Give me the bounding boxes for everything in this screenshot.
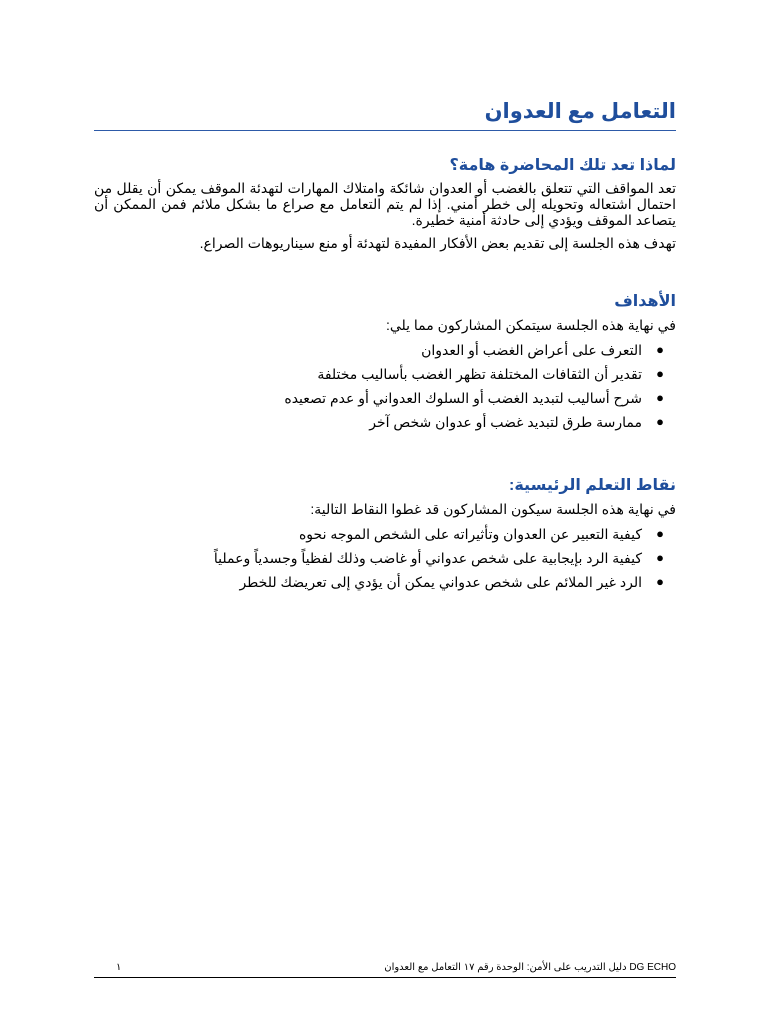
- objectives-list: [94, 338, 676, 434]
- section-why-important: [94, 154, 676, 251]
- list-item: [94, 386, 664, 410]
- list-item-text: كيفية التعبير عن العدوان وتأثيراته على الشخص الموجه نحوه: [298, 526, 642, 542]
- list-item: [94, 410, 664, 434]
- section-key-learning-points: [94, 474, 676, 594]
- list-item: [94, 338, 664, 362]
- section-objectives: [94, 290, 676, 434]
- bullet-icon: ●: [656, 390, 664, 405]
- section-heading-key-points: نقاط التعلم الرئيسية:: [509, 477, 676, 494]
- list-item: [94, 546, 664, 570]
- bullet-icon: ●: [656, 526, 664, 541]
- section-heading-why: لماذا تعد تلك المحاضرة هامة؟: [449, 157, 676, 174]
- bullet-icon: ●: [656, 550, 664, 565]
- list-item: [94, 570, 664, 594]
- list-item: [94, 362, 664, 386]
- document-title: التعامل مع العدوان: [484, 100, 676, 123]
- objectives-intro: في نهاية هذه الجلسة سيتمكن المشاركون مما يلي:: [385, 317, 676, 333]
- bullet-icon: ●: [656, 414, 664, 429]
- list-item-text: التعرف على أعراض الغضب أو العدوان: [421, 342, 642, 358]
- list-item-text: الرد غير الملائم على شخص عدواني يمكن أن يؤدي إلى تعريضك للخطر: [239, 574, 642, 590]
- list-item: [94, 522, 664, 546]
- title-underline: [94, 130, 676, 131]
- list-item-text: شرح أساليب لتبديد الغضب أو السلوك العدواني أو عدم تصعيده: [284, 390, 642, 406]
- list-item-text: ممارسة طرق لتبديد غضب أو عدوان شخص آخر: [369, 414, 642, 430]
- bullet-icon: ●: [656, 366, 664, 381]
- list-item-text: كيفية الرد بإيجابية على شخص عدواني أو غاضب وذلك لفظياً وجسدياً وعملياً: [213, 550, 642, 566]
- paragraph-why-2: تهدف هذه الجلسة إلى تقديم بعض الأفكار المفيدة لتهدئة أو منع سيناريوهات الصراع.: [199, 235, 676, 251]
- bullet-icon: ●: [656, 574, 664, 589]
- bullet-icon: ●: [656, 342, 664, 357]
- section-heading-objectives: الأهداف: [614, 293, 676, 310]
- list-item-text: تقدير أن الثقافات المختلفة تظهر الغضب بأساليب مختلفة: [317, 366, 642, 382]
- paragraph-why-1: تعد المواقف التي تتعلق بالغضب أو العدوان شائكة وامتلاك المهارات لتهدئة الموقف يمكن أن يقلل من احتمال اشتعاله وتحويله إلى خطر أمني. إذا لم يتم التعامل مع صراع ما بشكل ملائم فمن الممكن أن يتصاعد الموقف ويؤدي إلى حادثة أمنية خطيرة.: [94, 180, 676, 228]
- key-points-intro: في نهاية هذه الجلسة سيكون المشاركون قد غطوا النقاط التالية:: [310, 501, 676, 517]
- page-footer: [94, 961, 676, 978]
- key-points-list: [94, 522, 676, 594]
- page-number: ١: [116, 962, 122, 973]
- footer-text: DG ECHO دليل التدريب على الأمن: الوحدة رقم ١٧ التعامل مع العدوان: [384, 962, 676, 973]
